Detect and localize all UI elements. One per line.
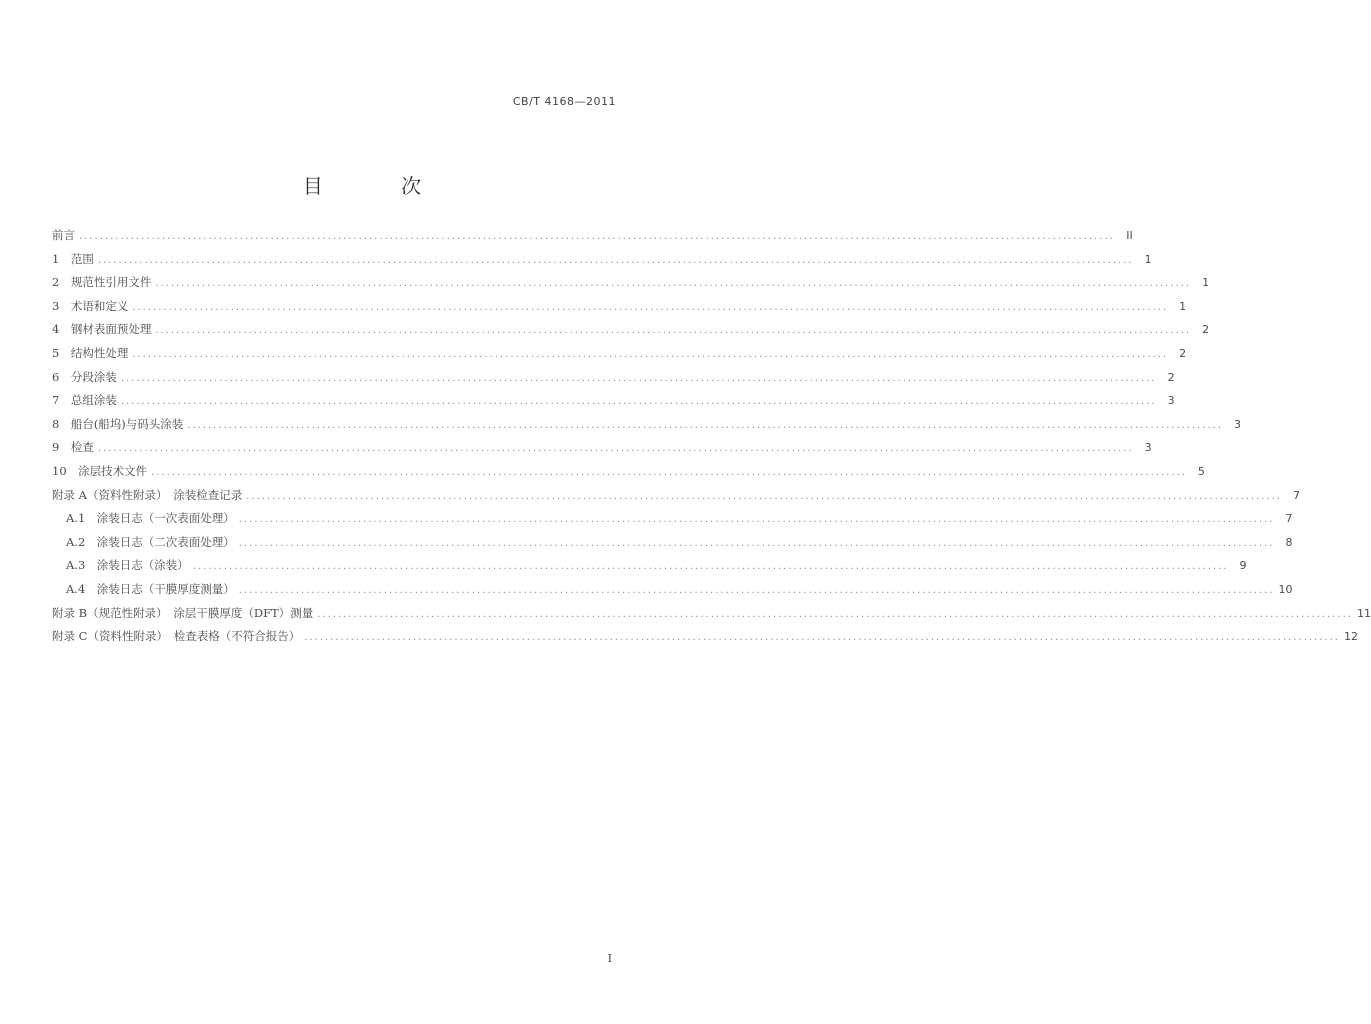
toc-entry[interactable] [52, 298, 1187, 322]
toc-leader-dots: ........................................................................................................................................................................................................ [246, 490, 1282, 502]
toc-entry-label: 10 涂层技术文件 [52, 463, 148, 478]
toc-entry[interactable] [52, 274, 1210, 298]
footer-page-number: I [607, 952, 612, 965]
toc-leader-dots: ........................................................................................................................................................................................................ [132, 348, 1169, 360]
toc-entry-label: 附录 C（资料性附录） 检查表格（不符合报告） [52, 629, 301, 644]
toc-entry[interactable] [52, 227, 1133, 251]
toc-leader-dots: ........................................................................................................................................................................................................ [238, 514, 1275, 526]
toc-entry[interactable] [52, 439, 1152, 463]
toc-leader-dots: ........................................................................................................................................................................................................ [238, 584, 1275, 596]
toc-entry[interactable] [52, 605, 1371, 629]
toc-entry-page: 9 [1239, 559, 1247, 573]
toc-entry-label: 2 规范性引用文件 [52, 275, 152, 290]
toc-entry-page: 1 [1144, 252, 1152, 266]
toc-entry-label: 前言 [52, 228, 75, 242]
toc-entry-page: 7 [1292, 488, 1300, 502]
toc-entry-page: 3 [1234, 417, 1242, 431]
toc-entry-label: 5 结构性处理 [52, 345, 129, 360]
toc-entry[interactable] [52, 581, 1293, 605]
toc-entry-label: A.4 涂装日志（干膜厚度测量） [66, 581, 235, 596]
toc-entry-page: 3 [1144, 441, 1152, 455]
toc-leader-dots: ........................................................................................................................................................................................................ [120, 372, 1157, 384]
toc-entry-label: 8 船台(船坞)与码头涂装 [52, 416, 184, 431]
toc-entry[interactable] [52, 510, 1293, 534]
toc-entry-page: 11 [1356, 606, 1371, 620]
toc-entry-label: 3 术语和定义 [52, 298, 129, 313]
toc-leader-dots: ........................................................................................................................................................................................................ [79, 231, 1115, 242]
table-of-contents [52, 227, 1371, 652]
toc-entry[interactable] [52, 392, 1175, 416]
toc-entry[interactable] [52, 463, 1205, 487]
toc-entry-page: 10 [1278, 582, 1293, 596]
page-title: 目 次 [302, 174, 458, 198]
toc-entry[interactable] [52, 557, 1247, 581]
toc-entry-page: 7 [1285, 512, 1293, 526]
toc-entry-page: 5 [1197, 464, 1205, 478]
toc-entry[interactable] [52, 534, 1293, 558]
toc-entry-label: 6 分段涂装 [52, 369, 117, 384]
toc-entry-page: 12 [1343, 630, 1358, 644]
toc-entry-page: 1 [1202, 276, 1210, 290]
toc-entry-label: 9 检查 [52, 440, 94, 455]
toc-leader-dots: ........................................................................................................................................................................................................ [192, 561, 1229, 573]
toc-leader-dots: ........................................................................................................................................................................................................ [120, 396, 1157, 408]
toc-entry[interactable] [52, 628, 1358, 652]
toc-leader-dots: ........................................................................................................................................................................................................ [155, 325, 1192, 337]
toc-entry[interactable] [52, 369, 1175, 393]
toc-leader-dots: ........................................................................................................................................................................................................ [187, 419, 1224, 431]
toc-entry[interactable] [52, 345, 1187, 369]
toc-entry-page: 2 [1202, 323, 1210, 337]
toc-entry[interactable] [52, 416, 1242, 440]
toc-entry-page: 1 [1179, 299, 1187, 313]
toc-entry-label: 7 总组涂装 [52, 393, 117, 408]
toc-entry-label: 附录 B（规范性附录） 涂层干膜厚度（DFT）测量 [52, 605, 314, 620]
toc-leader-dots: ........................................................................................................................................................................................................ [304, 632, 1340, 644]
toc-entry[interactable] [52, 487, 1300, 511]
toc-entry-label: A.3 涂装日志（涂装） [66, 558, 189, 573]
toc-leader-dots: ........................................................................................................................................................................................................ [97, 254, 1134, 266]
toc-leader-dots: ........................................................................................................................................................................................................ [155, 278, 1192, 290]
toc-entry-page: 2 [1179, 346, 1187, 360]
toc-entry-label: A.1 涂装日志（一次表面处理） [66, 511, 235, 526]
toc-entry-page: 3 [1167, 394, 1175, 408]
toc-entry-label: 1 范围 [52, 251, 94, 266]
toc-entry-label: A.2 涂装日志（二次表面处理） [66, 534, 235, 549]
toc-leader-dots: ........................................................................................................................................................................................................ [97, 443, 1134, 455]
toc-leader-dots: ........................................................................................................................................................................................................ [317, 608, 1353, 620]
toc-entry-label: 附录 A（资料性附录） 涂装检查记录 [52, 487, 243, 502]
toc-entry[interactable] [52, 321, 1210, 345]
toc-leader-dots: ........................................................................................................................................................................................................ [132, 301, 1169, 313]
toc-leader-dots: ........................................................................................................................................................................................................ [238, 537, 1275, 549]
toc-entry-page: 2 [1167, 370, 1175, 384]
standard-code: CB/T 4168—2011 [512, 95, 616, 108]
toc-leader-dots: ........................................................................................................................................................................................................ [151, 466, 1187, 478]
toc-entry-page: 8 [1285, 535, 1293, 549]
toc-entry-page: II [1126, 229, 1133, 242]
toc-entry-label: 4 钢材表面预处理 [52, 322, 152, 337]
toc-entry[interactable] [52, 251, 1152, 275]
